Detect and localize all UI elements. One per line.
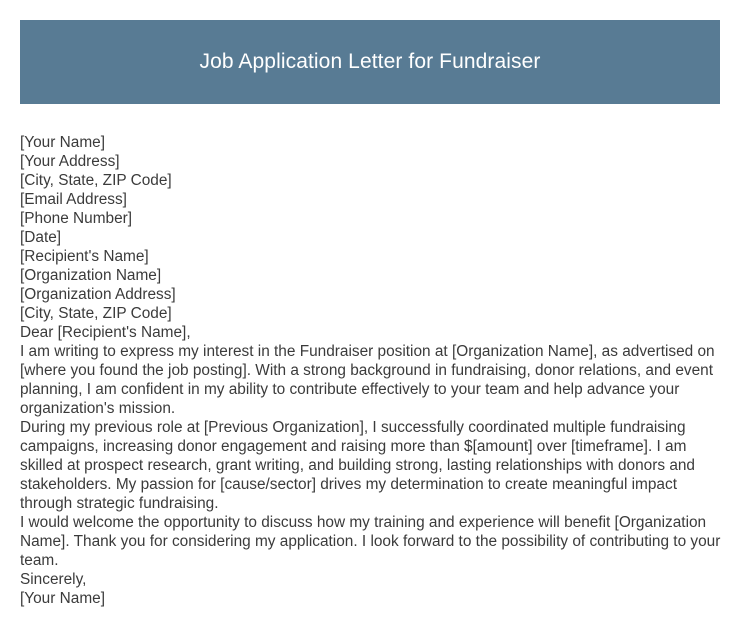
letter-date: [Date] (20, 229, 62, 246)
sender-city-state-zip: [City, State, ZIP Code] (20, 172, 172, 189)
paragraph-intro: I am writing to express my interest in the Fundraiser position at [Organization Name], as advertised on [where you found the job posting]. With a strong background in fundraising, donor relations, and event planning, I am confident in my ability to contribute effectively to your team and help advance your organization's mission. (20, 343, 715, 417)
page-title: Job Application Letter for Fundraiser (199, 50, 541, 73)
paragraph-closing: I would welcome the opportunity to discuss how my training and experience will benefit [Organization Name]. Thank you for considering my application. I look forward to the possibility of contributing to your team. (20, 514, 721, 569)
sender-phone: [Phone Number] (20, 210, 133, 227)
recipient-city-state-zip: [City, State, ZIP Code] (20, 305, 172, 322)
recipient-address: [Organization Address] (20, 286, 176, 303)
letter-body (20, 133, 722, 608)
salutation: Dear [Recipient's Name], (20, 324, 191, 341)
sender-address: [Your Address] (20, 153, 120, 170)
sender-name: [Your Name] (20, 134, 105, 151)
title-banner (20, 20, 720, 104)
recipient-name: [Recipient's Name] (20, 248, 149, 265)
paragraph-experience: During my previous role at [Previous Organization], I successfully coordinated multiple fundraising campaigns, increasing donor engagement and raising more than $[amount] over [timeframe]. I am skilled at prospect research, grant writing, and building strong, lasting relationships with donors and stakeholders. My passion for [cause/sector] drives my determination to create meaningful impact through strategic fundraising. (20, 419, 695, 512)
closing: Sincerely, (20, 571, 87, 588)
sender-email: [Email Address] (20, 191, 127, 208)
signature: [Your Name] (20, 590, 105, 607)
recipient-organization: [Organization Name] (20, 267, 162, 284)
